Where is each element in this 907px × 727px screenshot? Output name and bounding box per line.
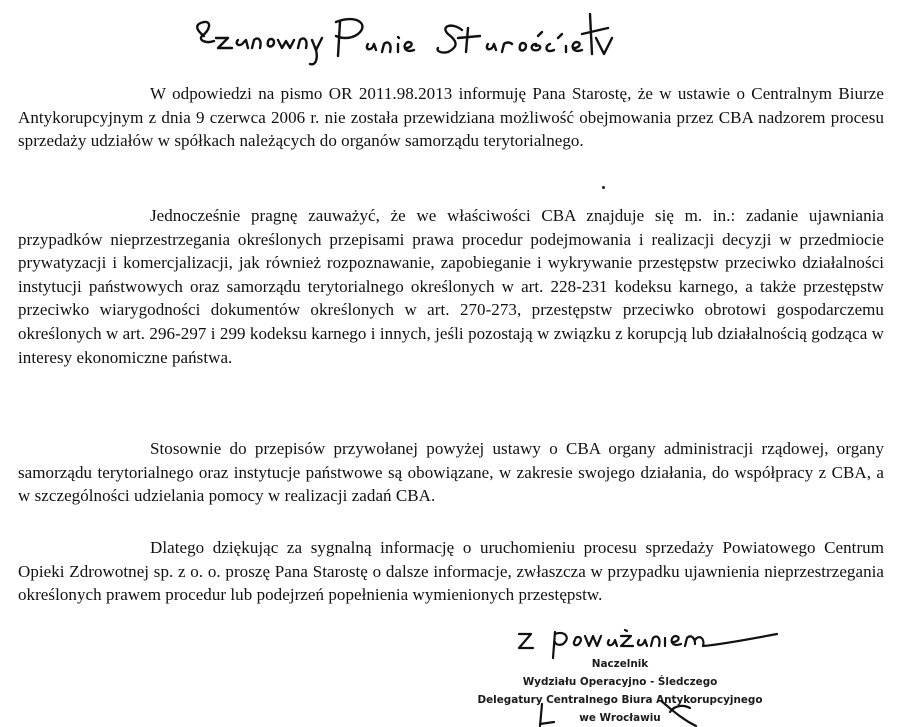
paragraph-2: Jednocześnie pragnę zauważyć, że we właściwości CBA znajduje się m. in.: zadanie ujawniania przypadków nieprzestrzegania określonych przepisami prawa procedur podejmowania i realizacji decyzji w przedmiocie prywatyzacji i komercjalizacji, jak również rozpoznawanie, zapobieganie i wykrywanie przestępstw przeciwko działalności instytucji państwowych oraz samorządu terytorialnego określonych w art. 228-231 kodeksu karnego, a także przestępstw przeciwko wiarygodności dokumentów określonych w art. 270-273, przestępstw przeciwko obrotowi gospodarczemu określonych w art. 296-297 i 299 kodeksu karnego i innych, jeśli pozostają w związku z korupcją lub działalnością godząca w interesy ekonomiczne państwa. [18, 206, 884, 367]
stamp-line-3: Delegatury Centralnego Biura Antykorupcyjnego [477, 694, 763, 706]
signature-scribble [520, 700, 720, 727]
stamp-line-2: Wydziału Operacyjno - Śledczego [522, 676, 718, 688]
stamp-line-4: we Wrocławiu [579, 712, 661, 724]
handwritten-salutation [190, 8, 650, 70]
paragraph-4: Dlatego dziękując za sygnalną informację o uruchomieniu procesu sprzedaży Powiatowego Centrum Opieki Zdrowotnej sp. z o. o. proszę Pana Starostę o dalsze informacje, zwłaszcza w przypadku ujawnienia nieprzestrzegania określonych prawem procedur lub podejrzeń popełnienia wymienionych przestępstw. [18, 538, 884, 605]
stamp-line-1: Naczelnik [591, 658, 649, 670]
paragraph-3: Stosownie do przepisów przywołanej powyżej ustawy o CBA organy administracji rządowej, organy samorządu terytorialnego oraz instytucje państwowe są obowiązane, w zakresie swojego działania, do współpracy z CBA, a w szczególności udzielania pomocy w realizacji zadań CBA. [18, 439, 884, 506]
paragraph-1: W odpowiedzi na pismo OR 2011.98.2013 informuję Pana Starostę, że w ustawie o Centralnym Biurze Antykorupcyjnym z dnia 9 czerwca 2006 r. nie została przewidziana możliwość obejmowania przez CBA nadzorem procesu sprzedaży udziałów w spółkach należących do organów samorządu terytorialnego. [18, 84, 884, 151]
signature-scribble-graphic [520, 700, 720, 727]
handwritten-salutation-graphic [190, 8, 650, 70]
ink-dot [602, 186, 605, 189]
